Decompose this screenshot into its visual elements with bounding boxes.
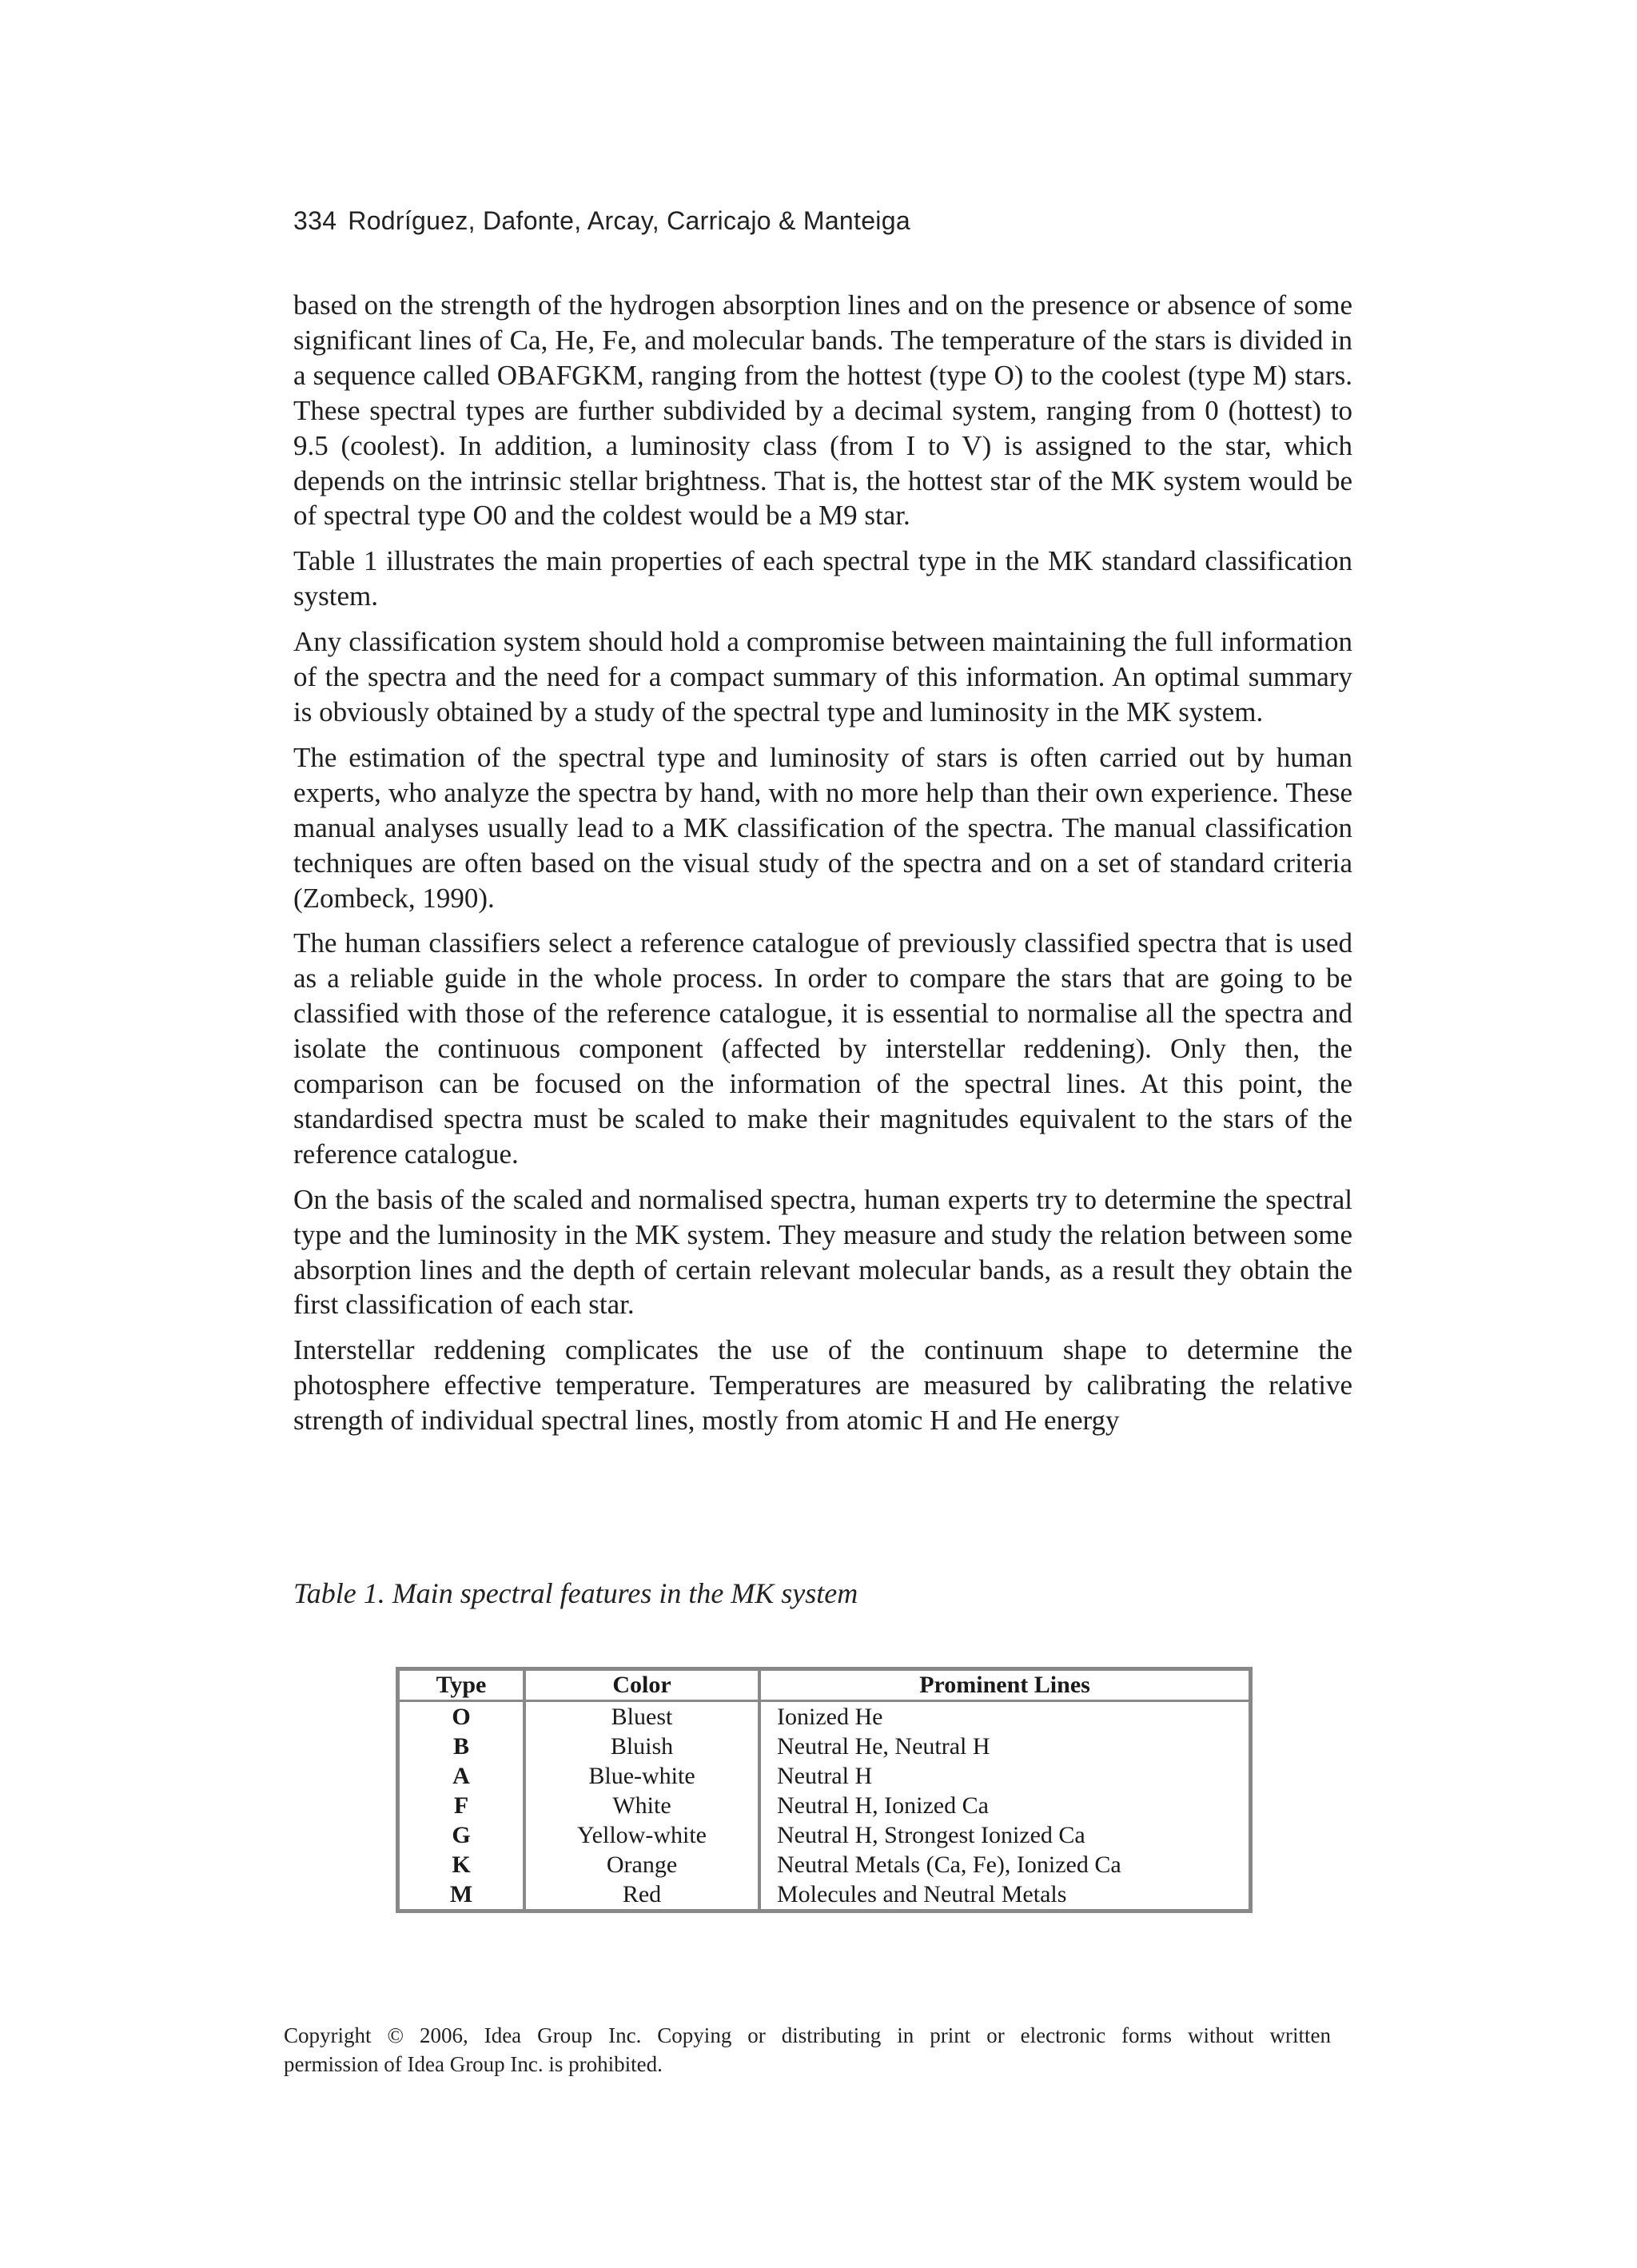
cell-type: F <box>453 1792 469 1819</box>
table-row <box>398 1820 1251 1850</box>
running-head-authors: Rodríguez, Dafonte, Arcay, Carricajo & Manteiga <box>348 206 910 235</box>
header-prominent-lines: Prominent Lines <box>759 1669 1251 1701</box>
page-header <box>293 206 910 236</box>
cell-lines: Neutral He, Neutral H <box>759 1732 1251 1761</box>
table-row <box>398 1761 1251 1791</box>
table-row <box>398 1879 1251 1911</box>
cell-color: Blue-white <box>524 1761 759 1791</box>
cell-lines: Neutral H <box>759 1761 1251 1791</box>
cell-color: Orange <box>524 1850 759 1879</box>
copyright-notice <box>284 2021 1331 2079</box>
copyright-line-1: Copyright © 2006, Idea Group Inc. Copying or distributing in print or electronic forms without written <box>284 2023 1331 2047</box>
cell-color: Red <box>524 1879 759 1911</box>
cell-color: Yellow-white <box>524 1820 759 1850</box>
header-color: Color <box>524 1669 759 1701</box>
paragraph: The estimation of the spectral type and luminosity of stars is often carried out by human experts, who analyze the spectra by hand, with no more help than their own experience. These manual analyses usually lead to a MK classification of the spectra. The manual classification techniques are often based on the visual study of the spectra and on a set of standard criteria (Zombeck, 1990). <box>293 741 1352 914</box>
table-row <box>398 1791 1251 1820</box>
paragraph: The human classifiers select a reference catalogue of previously classified spectra that is used as a reliable guide in the whole process. In order to compare the stars that are going to be classified with those of the reference catalogue, it is essential to normalise all the spectra and isolate the continuous component (affected by interstellar reddening). Only then, the comparison can be focused on the information of the spectral lines. At this point, the standardised spectra must be scaled to make their magnitudes equivalent to the stars of the reference catalogue. <box>293 927 1352 1170</box>
cell-lines: Neutral Metals (Ca, Fe), Ionized Ca <box>759 1850 1251 1879</box>
cell-lines: Ionized He <box>759 1701 1251 1732</box>
cell-type: K <box>452 1851 471 1878</box>
cell-type: G <box>452 1822 471 1848</box>
cell-lines: Neutral H, Strongest Ionized Ca <box>759 1820 1251 1850</box>
table-row <box>398 1732 1251 1761</box>
table-header-row <box>398 1669 1251 1701</box>
cell-color: Bluish <box>524 1732 759 1761</box>
paragraph: based on the strength of the hydrogen absorption lines and on the presence or absence of some significant lines of Ca, He, Fe, and molecular bands. The temperature of the stars is divided in a sequence called OBAFGKM, ranging from the hottest (type O) to the coolest (type M) stars. These spectral types are further subdivided by a decimal system, ranging from 0 (hottest) to 9.5 (coolest). In addition, a luminosity class (from I to V) is assigned to the star, which depends on the intrinsic stellar brightness. That is, the hottest star of the MK system would be of spectral type O0 and the coldest would be a M9 star. <box>293 289 1352 532</box>
table-row <box>398 1850 1251 1879</box>
cell-lines: Neutral H, Ionized Ca <box>759 1791 1251 1820</box>
cell-type: M <box>449 1881 473 1907</box>
spectral-features-table <box>396 1667 1253 1913</box>
cell-color: White <box>524 1791 759 1820</box>
copyright-line-2: permission of Idea Group Inc. is prohibited. <box>284 2052 663 2076</box>
header-type: Type <box>398 1669 525 1701</box>
paragraph: On the basis of the scaled and normalised spectra, human experts try to determine the spectral type and the luminosity in the MK system. They measure and study the relation between some absorption lines and the depth of certain relevant molecular bands, as a result they obtain the first classification of each star. <box>293 1183 1352 1321</box>
page-number: 334 <box>293 206 337 235</box>
cell-type: A <box>452 1763 470 1789</box>
body-text <box>293 288 1352 1449</box>
table-caption: Table 1. Main spectral features in the MK system <box>293 1577 858 1609</box>
cell-color: Bluest <box>524 1701 759 1732</box>
paragraph: Interstellar reddening complicates the use of the continuum shape to determine the photosphere effective temperature. Temperatures are measured by calibrating the relative strength of individual spectral lines, mostly from atomic H and He energy <box>293 1334 1352 1437</box>
cell-type: O <box>452 1704 471 1730</box>
table-row <box>398 1701 1251 1732</box>
paragraph: Any classification system should hold a compromise between maintaining the full information of the spectra and the need for a compact summary of this information. An optimal summary is obviously obtained by a study of the spectral type and luminosity in the MK system. <box>293 626 1352 727</box>
cell-type: B <box>452 1733 469 1760</box>
paragraph: Table 1 illustrates the main properties of each spectral type in the MK standard classification system. <box>293 545 1352 612</box>
cell-lines: Molecules and Neutral Metals <box>759 1879 1251 1911</box>
